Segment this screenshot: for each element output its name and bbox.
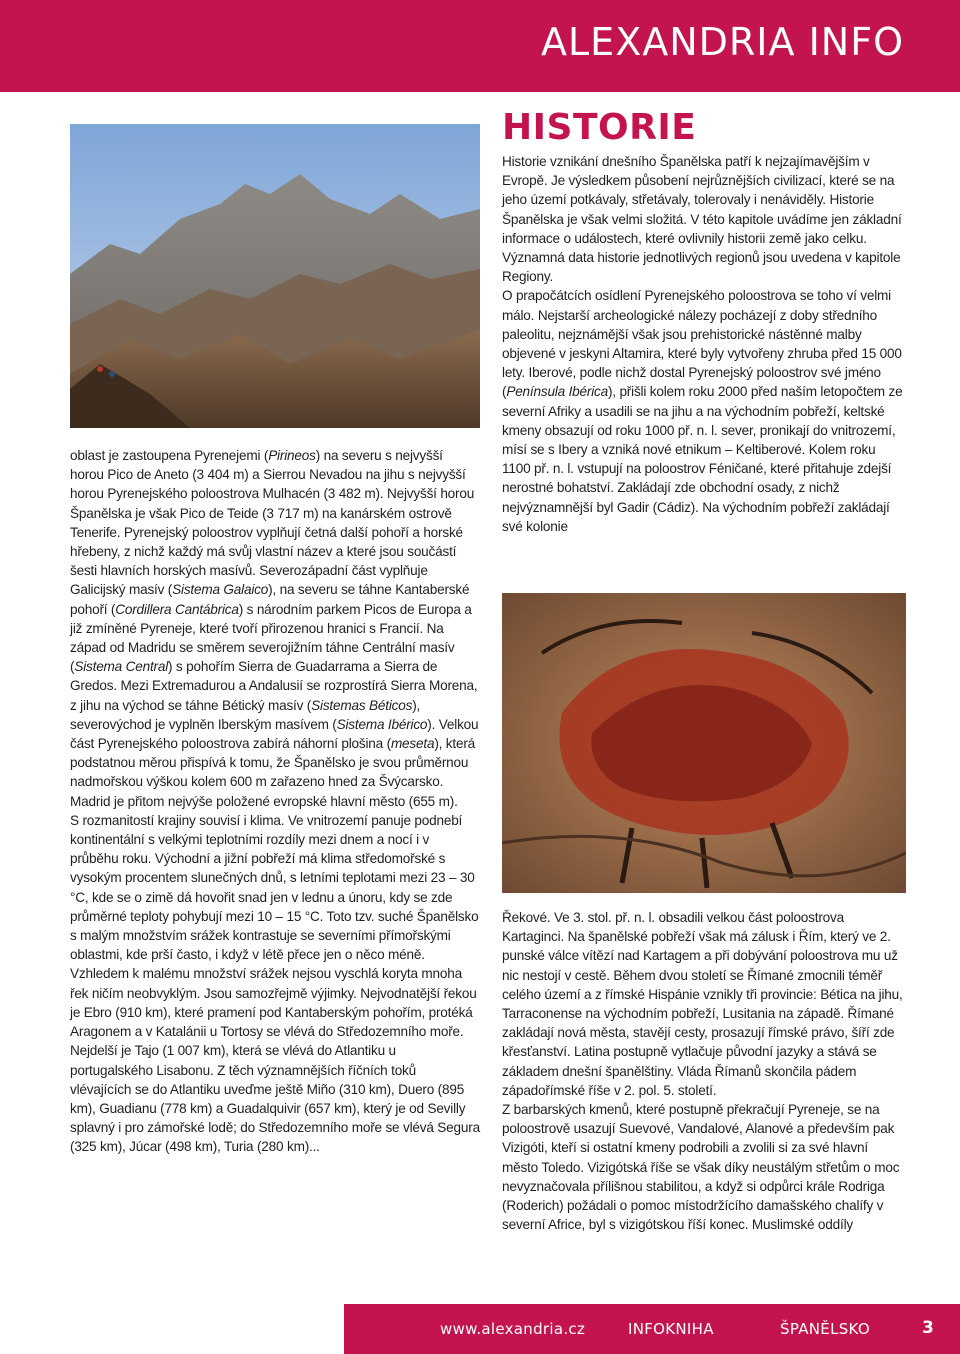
right-column-top-text <box>502 152 906 536</box>
right-paragraph-intro: Historie vznikání dnešního Španělska patří k nejzajímavějším v Evropě. Je výsledkem působení nejrůznějších civilizací, které se na jeho území potkávaly, střetávaly, tolerovaly i nenáviděly. Historie Španělska je však velmi složitá. V této kapitole uvádíme jen základní informace o událostech, které ovlivnily historii země jako celku. Významná data historie jednotlivých regionů jsou uvedena v kapitole Regiony. <box>502 154 902 285</box>
italic-term: meseta <box>390 736 435 752</box>
right-paragraph-barbarians: Z barbarských kmenů, které postupně překračují Pyreneje, se na poloostrově usazují Suevové, Vandalové, Alanové a především pak Vizigóti, kteří si ostatní kmeny podrobili a zvolili si za své hlavní město Toledo. Vizigótská říše se však díky neustálým střetům o moc nevyznačovala přílišnou stabilitou, a když si odpůrci krále Rodriga (Roderich) požádali o pomoc místodržícího damašského chalífy v severní Africe, byl s vizigótskou říší konec. Muslimské oddíly <box>502 1102 900 1233</box>
mountain-landscape-photo <box>70 124 480 428</box>
brand-title: ALEXANDRIA INFO <box>541 20 904 64</box>
left-paragraph-climate: S rozmanitostí krajiny souvisí i klima. Ve vnitrozemí panuje podnebí kontinentální s velkými teplotními rozdíly mezi dnem a nocí i v průběhu roku. Východní a jižní pobřeží má klima středomořské s vysokým procentem slunečných dnů, s letními teplotami mezi 23 – 30 °C, kde se o zimě dá hovořit snad jen v lednu a únoru, kdy se zde průměrné teploty pohybují mezi 10 – 15 °C. Toto tzv. suché Španělsko s malým množstvím srážek kontrastuje se severními přímořskými oblastmi, kde prší často, i když v létě přece jen o něco méně. <box>70 812 479 963</box>
italic-term: Sistemas Béticos <box>311 697 413 713</box>
footer-country-label: ŠPANĚLSKO <box>780 1320 870 1338</box>
cave-painting-bison-photo <box>502 593 906 893</box>
text-span: ), přišli kolem roku 2000 před naším letopočtem ze severní Afriky a usadili se na jihu a na východním pobřeží, keltské kmeny obsazují od roku 1000 př. n. l. sever, pronikají do vnitrozemí, mísí se s Ibery a vzniká nové etnikum – Keltiberové. Kolem roku 1100 př. n. l. vstupují na poloostrov Féničané, které přitahuje zdejší nerostné bohatství. Zakládají zde obchodní osady, z nichž nejvýznamnější byl Gadir (Cádiz). Na východním pobřeží zakládají své kolonie <box>502 384 903 534</box>
footer-series-label: INFOKNIHA <box>628 1320 714 1338</box>
italic-term: Cordillera Cantábrica <box>115 601 239 617</box>
section-title: HISTORIE <box>502 107 697 148</box>
right-paragraph-prehistory <box>502 286 906 536</box>
italic-term: Pirineos <box>268 448 316 463</box>
left-paragraph-relief <box>70 446 480 811</box>
right-paragraph-antiquity: Řekové. Ve 3. stol. př. n. l. obsadili velkou část poloostrova Kartaginci. Na španělské pobřeží však má zálusk i Řím, který ve 2. punské válce vítězí nad Kartagem a při dobývání poloostrova mu už nic nestojí v cestě. Během dvou století se Římané zmocnili téměř celého území a z římské Hispánie vznikly tři provincie: Bética na jihu, Tarraconense na východním pobřeží, Lusitania na západě. Římané zakládají nová města, stavějí cesty, prosazují římské právo, šíří zde křesťanství. Latina postupně vytlačuje původní jazyky a stává se základem dnešní španělštiny. Vláda Římanů skončila pádem západořímské říše v 2. pol. 5. století. <box>502 910 903 1098</box>
text-span: ) s pohořím Sierra de Guadarrama a Sierra de Gredos. Mezi Extremadurou a Andalusií se rozprostírá Sierra Morena, z jihu na východ se táhne Bétický masív ( <box>70 659 478 713</box>
right-column-bottom-text <box>502 908 906 1234</box>
text-span: oblast je zastoupena Pyrenejemi ( <box>70 448 269 463</box>
text-span: O prapočátcích osídlení Pyrenejského poloostrova se toho ví velmi málo. Nejstarší archeologické nálezy pocházejí z doby středního paleolitu, nejznámější však jsou prehistorické nástěnné malby objevené v jeskyni Altamira, které byly vytvořeny zhruba před 15 000 lety. Iberové, podle nichž dostal Pyrenejský poloostrov své jméno ( <box>502 288 902 400</box>
italic-term: Sistema Ibérico <box>336 716 428 732</box>
text-span: ) s národním parkem Picos de Europa a již zmíněné Pyreneje, které tvoří přirozenou hranici s Francií. Na západ od Madridu se směrem severojižním táhne Centrální masív ( <box>70 601 472 675</box>
text-span: ), která podstatnou měrou přispívá k tomu, že Španělsko je svou průměrnou nadmořskou výškou kolem 600 m zařazeno hned za Švýcarsko. Madrid je přitom nejvýše položené evropské hlavní město (655 m). <box>70 736 476 809</box>
page-number: 3 <box>922 1318 935 1338</box>
footer-website-link[interactable]: www.alexandria.cz <box>440 1320 586 1338</box>
text-span: ) na severu s nejvyšší horou Pico de Aneto (3 404 m) a Sierrou Nevadou na jihu s nejvyšší horou Pyrenejského poloostrova Mulhacén (3 482 m). Nejvyšší horou Španělska je však Pico de Teide (3 717 m) na kanárském ostrově Tenerife. Pyrenejský poloostrov vyplňují četná další pohoří a horské hřebeny, z nichž každý má svůj vlastní název a které jsou součástí šesti hlavních horských masívů. Severozápadní část vyplňuje Galicijský masív ( <box>70 448 475 598</box>
italic-term: Sistema Central <box>74 659 169 675</box>
italic-term: Península Ibérica <box>506 384 608 400</box>
left-column-text <box>70 446 480 1157</box>
italic-term: Sistema Galaico <box>172 582 269 598</box>
text-span: ), na severu se táhne Kantaberské pohoří ( <box>70 582 470 617</box>
text-span: ), severovýchod je vyplněn Iberským masívem ( <box>70 697 421 732</box>
text-span: ). Velkou část Pyrenejského poloostrova zabírá náhorní plošina ( <box>70 716 479 752</box>
left-paragraph-rivers: Vzhledem k malému množství srážek nejsou vyschlá koryta mnoha řek ničím neobvyklým. Jsou samozřejmě výjimky. Nejvodnatější řekou je Ebro (910 km), které pramení pod Kantaberským pohořím, protéká Aragonem a v Katalánii u Tortosy se vlévá do Středozemního moře. Nejdelší je Tajo (1 007 km), která se vlévá do Atlantiku u portugalského Lisabonu. Z těch významnějších říčních toků vlévajících se do Atlantiku uveďme ještě Miño (310 km), Duero (895 km), Guadianu (778 km) a Guadalquivir (657 km), který je od Sevilly splavný i pro zámořské lodě; do Středozemního moře se vlévá Segura (325 km), Júcar (498 km), Turia (280 km)... <box>70 966 480 1155</box>
